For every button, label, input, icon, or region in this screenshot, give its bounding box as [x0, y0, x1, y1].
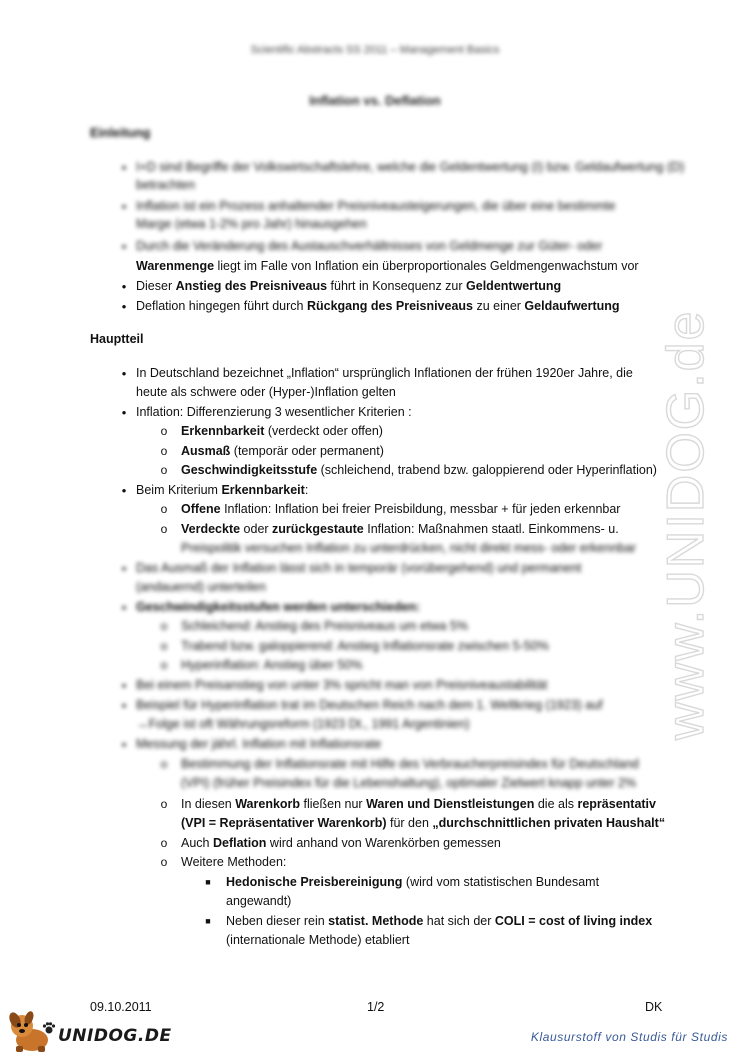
sub-bullet: o: [160, 463, 168, 477]
sub-list-item-cont: (VPI) (früher Preisindex für die Lebenshaltung), optimaler Zielwert knapp unter 2%: [181, 776, 637, 790]
sub-bullet: o: [160, 502, 168, 516]
section-title-intro: Einleitung: [90, 126, 151, 140]
sub-sub-list-item: Hedonische Preisbereinigung (wird vom statistischen Bundesamt: [226, 875, 600, 889]
list-item: Dieser Anstieg des Preisniveaus führt in Konsequenz zur Geldentwertung: [136, 279, 562, 293]
sub-sub-list-item-cont: (internationale Methode) etabliert: [226, 933, 410, 947]
bullet: •: [121, 737, 127, 752]
sub-list-item: Offene Inflation: Inflation bei freier Preisbildung, messbar + für jeden erkennbar: [181, 502, 621, 516]
sub-list-item-cont: Preispolitik versuchen Inflation zu unterdrücken, nicht direkt mess- oder erkennbar: [181, 541, 637, 555]
bullet: •: [121, 483, 127, 498]
bullet: •: [121, 405, 127, 420]
sub-list-item: Verdeckte oder zurückgestaute Inflation: Maßnahmen staatl. Einkommens- u.: [181, 522, 619, 536]
sub-bullet: o: [160, 424, 168, 438]
logo-text: UNIDOG.DE: [58, 1026, 172, 1046]
sub-bullet: o: [160, 658, 168, 672]
bullet: •: [121, 239, 127, 254]
paw-icon: [42, 1022, 56, 1034]
sub-list-item: Ausmaß (temporär oder permanent): [181, 444, 384, 458]
sub-bullet: o: [160, 797, 168, 811]
page-header: Scientific Abstracts SS 2011 – Management Basics: [250, 44, 500, 56]
unidog-logo: [6, 1010, 176, 1054]
list-item: Das Ausmaß der Inflation lässt sich in temporär (vorübergehend) und permanent: [136, 561, 582, 575]
sub-list-item-cont: (VPI = Repräsentativer Warenkorb) für den „durchschnittlichen privaten Haushalt“: [181, 816, 666, 830]
bullet: •: [121, 299, 127, 314]
sub-bullet: o: [160, 444, 168, 458]
sub-list-item: Schleichend: Anstieg des Preisniveaus um etwa 5%: [181, 619, 468, 633]
list-item-cont: →Folge ist oft Währungsreform (1923 Dt., 1991 Argentinien): [136, 717, 470, 731]
bullet: •: [121, 678, 127, 693]
list-item: Durch die Veränderung des Austauschverhältnisses von Geldmenge zur Güter- oder: [136, 239, 603, 253]
bullet: •: [121, 160, 127, 175]
sub-sub-list-item: Neben dieser rein statist. Methode hat sich der COLI = cost of living index: [226, 914, 653, 928]
list-item: Inflation ist ein Prozess anhaltender Preisniveausteigerungen, die über eine bestimmte: [136, 199, 616, 213]
sub-list-item: Weitere Methoden:: [181, 855, 287, 869]
sub-list-item: Bestimmung der Inflationsrate mit Hilfe des Verbraucherpreisindex für Deutschland: [181, 757, 639, 771]
sub-bullet: o: [160, 836, 168, 850]
sub-list-item: Erkennbarkeit (verdeckt oder offen): [181, 424, 383, 438]
list-item-cont: heute als schwere oder (Hyper-)Inflation gelten: [136, 385, 396, 399]
sub-list-item: Geschwindigkeitsstufe (schleichend, trabend bzw. galoppierend oder Hyperinflation): [181, 463, 657, 477]
sub-list-item: Hyperinflation: Anstieg über 50%: [181, 658, 363, 672]
footer-date: 09.10.2011: [90, 1000, 152, 1014]
list-item: Geschwindigkeitsstufen werden unterschieden:: [136, 600, 421, 614]
sub-list-item: In diesen Warenkorb fließen nur Waren und Dienstleistungen die als repräsentativ: [181, 797, 656, 811]
tagline: Klausurstoff von Studis für Studis: [530, 1030, 728, 1044]
watermark-text: www.UNIDOG.de: [657, 309, 715, 740]
sub-bullet: o: [160, 619, 168, 633]
sub-list-item: Trabend bzw. galoppierend: Anstieg Inflationsrate zwischen 5-50%: [181, 639, 549, 653]
square-bullet: ■: [205, 877, 211, 887]
section-title-main: Hauptteil: [90, 332, 144, 346]
bullet: •: [121, 199, 127, 214]
sub-bullet: o: [160, 522, 168, 536]
sub-bullet: o: [160, 639, 168, 653]
list-item: Beim Kriterium Erkennbarkeit:: [136, 483, 309, 497]
footer-page-number: 1/2: [367, 1000, 385, 1014]
bullet: •: [121, 600, 127, 615]
list-item: Deflation hingegen führt durch Rückgang des Preisniveaus zu einer Geldaufwertung: [136, 299, 620, 313]
list-item: Inflation: Differenzierung 3 wesentlicher Kriterien :: [136, 405, 412, 419]
bullet: •: [121, 279, 127, 294]
sub-sub-list-item-cont: angewandt): [226, 894, 292, 908]
list-item-cont: betrachten: [136, 178, 196, 192]
list-item: In Deutschland bezeichnet „Inflation“ ursprünglich Inflationen der frühen 1920er Jahre, die: [136, 366, 633, 380]
bullet: •: [121, 366, 127, 381]
list-item-cont: Marge (etwa 1-2% pro Jahr) hinausgehen: [136, 217, 367, 231]
page-title: Inflation vs. Deflation: [309, 93, 441, 108]
list-item-cont: Warenmenge liegt im Falle von Inflation ein überproportionales Geldmengenwachstum vor: [136, 259, 639, 273]
square-bullet: ■: [205, 916, 211, 926]
footer-author: DK: [645, 1000, 663, 1014]
list-item-cont: (andauernd) unterteilen: [136, 580, 266, 594]
list-item: Messung der jährl. Inflation mit Inflationsrate: [136, 737, 382, 751]
sub-bullet: o: [160, 757, 168, 771]
list-item: Bei einem Preisanstieg von unter 3% spricht man von Preisniveaustabilität: [136, 678, 548, 692]
bullet: •: [121, 561, 127, 576]
bullet: •: [121, 698, 127, 713]
watermark: [645, 250, 735, 750]
sub-bullet: o: [160, 855, 168, 869]
list-item: I+D sind Begriffe der Volkswirtschaftslehre, welche die Geldentwertung (I) bzw. Geldaufwertung (D): [136, 160, 685, 174]
list-item: Beispiel für Hyperinflation trat im Deutschen Reich nach dem 1. Weltkrieg (1923) auf: [136, 698, 603, 712]
sub-list-item: Auch Deflation wird anhand von Warenkörben gemessen: [181, 836, 501, 850]
